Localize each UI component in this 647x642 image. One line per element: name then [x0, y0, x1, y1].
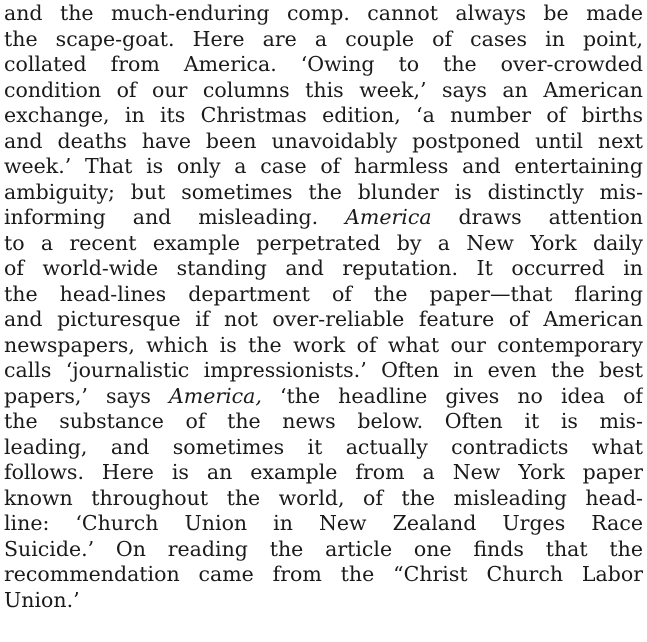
text-line: the scape-goat. Here are a couple of cases in point, — [4, 26, 643, 51]
text-line: line: ‘Church Union in New Zealand Urges Race — [4, 511, 643, 535]
text-line: Union.’ — [4, 587, 80, 612]
text-line: follows. Here is an example from a New York paper — [4, 460, 643, 484]
text-segment: draws attention — [431, 205, 643, 229]
text-line: collated from America. ‘Owing to the over-crowded — [4, 52, 643, 76]
text-line: week.’ That is only a case of harmless and entertaining — [4, 154, 643, 178]
text-line: recommendation came from the “Christ Church Labor — [4, 562, 643, 586]
text-line: the substance of the news below. Often it is mis- — [4, 409, 643, 433]
text-line: leading, and sometimes it actually contradicts what — [4, 434, 643, 459]
text-line: of world-wide standing and reputation. It occurred in — [4, 256, 643, 280]
text-segment: ‘the headline gives no idea of — [261, 383, 643, 408]
text-line: Suicide.’ On reading the article one finds that the — [4, 536, 643, 561]
text-segment: papers,’ says — [4, 383, 169, 408]
publication-name: America, — [168, 383, 262, 408]
text-line: the head-lines department of the paper—that flaring — [4, 281, 643, 306]
text-line — [4, 384, 643, 410]
text-line: calls ‘journalistic impressionists.’ Often in even the best — [4, 358, 643, 382]
text-line: known throughout the world, of the misleading head- — [4, 485, 643, 510]
text-line: to a recent example perpetrated by a New York daily — [4, 230, 643, 255]
text-line: newspapers, which is the work of what our contemporary — [4, 332, 643, 357]
text-line: condition of our columns this week,’ says an American — [4, 77, 643, 102]
text-segment: informing and misleading. — [4, 205, 346, 229]
text-line: and deaths have been unavoidably postponed until next — [4, 128, 643, 153]
text-line: and the much-enduring comp. cannot always be made — [4, 1, 643, 25]
text-line — [4, 205, 643, 231]
text-line: ambiguity; but sometimes the blunder is distinctly mis- — [4, 179, 643, 204]
publication-name: America — [345, 205, 432, 229]
text-line: and picturesque if not over-reliable feature of American — [4, 307, 643, 331]
text-line: exchange, in its Christmas edition, ‘a number of births — [4, 103, 643, 127]
